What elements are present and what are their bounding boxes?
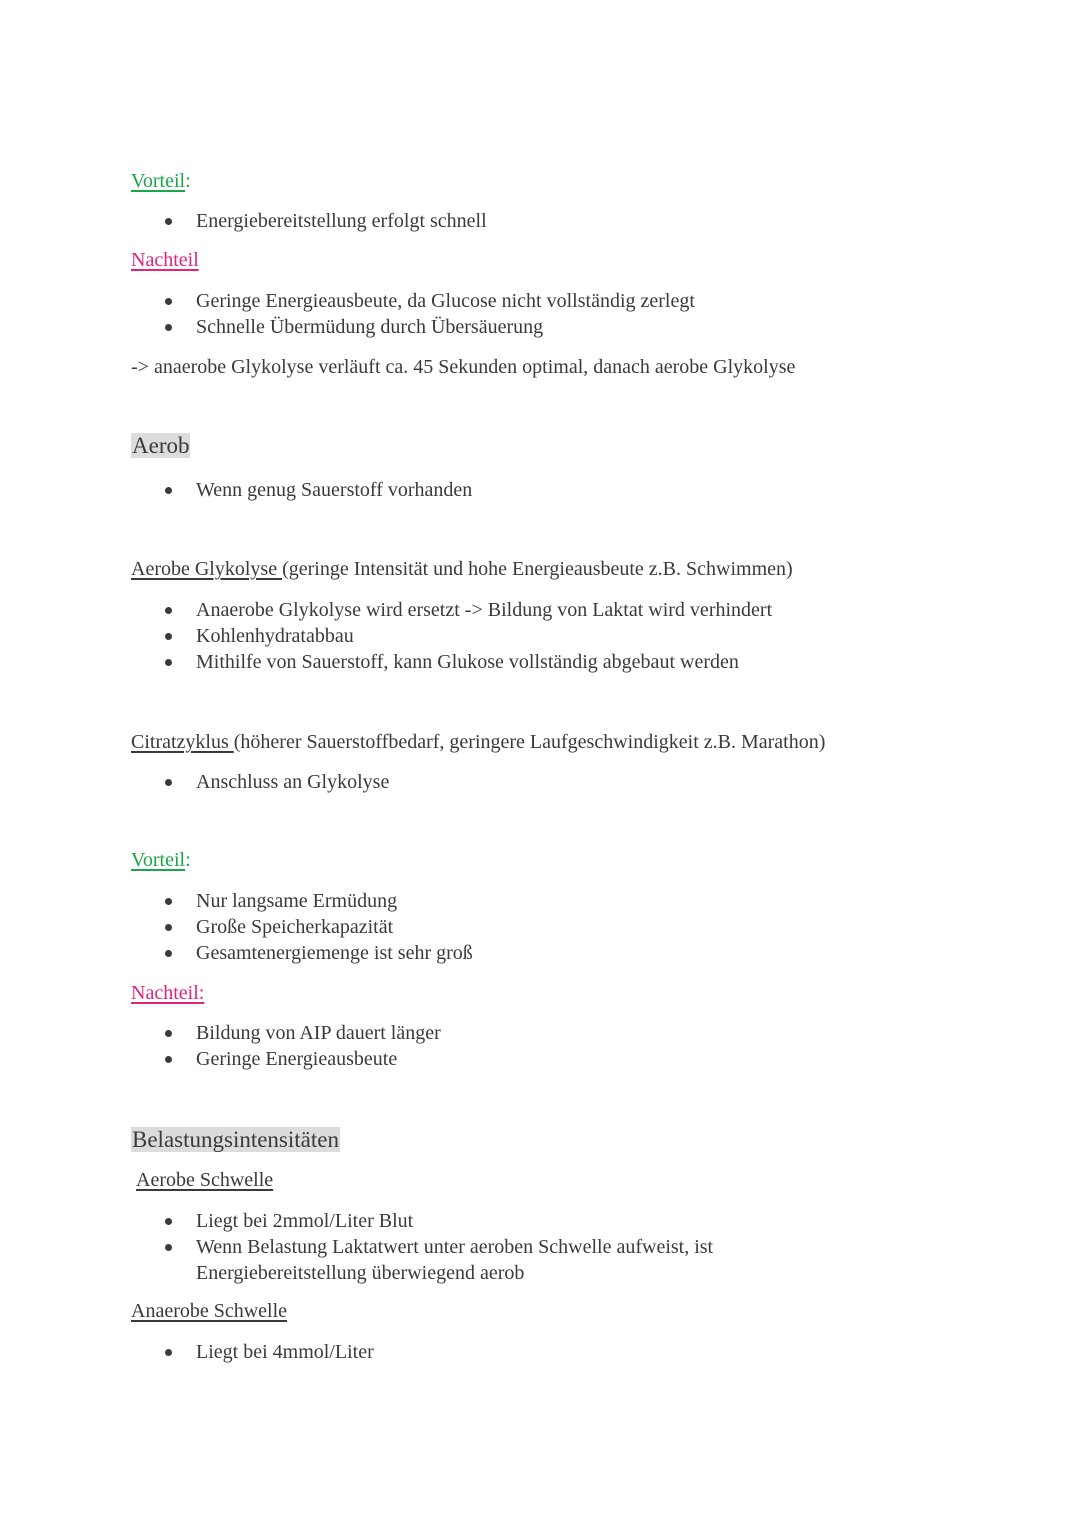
bullet-icon: [165, 1030, 172, 1037]
aerobe-glykolyse-note: (geringe Intensität und hohe Energieausbeute z.B. Schwimmen): [282, 558, 793, 580]
nachteil-list: [131, 288, 695, 340]
aerobe-glykolyse-list: [131, 597, 772, 675]
list-item: Geringe Energieausbeute: [131, 1046, 441, 1072]
bullet-icon: [165, 324, 172, 331]
vorteil-list: [131, 208, 487, 234]
nachteil-2-label: Nachteil:: [131, 982, 205, 1004]
list-item: Mithilfe von Sauerstoff, kann Glukose vollständig abgebaut werden: [131, 649, 772, 675]
aerobe-glykolyse-heading: [131, 556, 793, 582]
list-item: Bildung von AIP dauert länger: [131, 1020, 441, 1046]
bullet-icon: [165, 779, 172, 786]
nachteil-heading: [131, 247, 199, 273]
aerobe-schwelle-label: Aerobe Schwelle: [136, 1169, 274, 1191]
citratzyklus-list: [131, 769, 389, 795]
anaerobe-schwelle-label: Anaerobe Schwelle: [131, 1300, 288, 1322]
aerobe-schwelle-list: [131, 1208, 713, 1286]
bullet-icon: [165, 607, 172, 614]
vorteil-heading: [131, 168, 191, 194]
list-item: Liegt bei 4mmol/Liter: [131, 1339, 374, 1365]
bullet-icon: [165, 924, 172, 931]
anaerobe-schwelle-heading: [131, 1298, 287, 1324]
bullet-icon: [165, 1218, 172, 1225]
list-item-continuation: Energiebereitstellung überwiegend aerob: [196, 1262, 525, 1284]
vorteil-2-label: Vorteil: [131, 849, 186, 871]
list-item: Wenn genug Sauerstoff vorhanden: [131, 477, 472, 503]
list-item: Anaerobe Glykolyse wird ersetzt -> Bildung von Laktat wird verhindert: [131, 597, 772, 623]
bullet-icon: [165, 659, 172, 666]
citratzyklus-note: (höherer Sauerstoffbedarf, geringere Laufgeschwindigkeit z.B. Marathon): [233, 731, 826, 753]
anaerobe-schwelle-list: [131, 1339, 374, 1365]
nachteil-label: Nachteil: [131, 249, 199, 271]
belastung-heading: [131, 1127, 340, 1154]
citratzyklus-title: Citratzyklus: [131, 731, 234, 753]
list-item: Anschluss an Glykolyse: [131, 769, 389, 795]
aerob-list: [131, 477, 472, 503]
vorteil-2-heading: [131, 847, 191, 873]
bullet-icon: [165, 487, 172, 494]
list-item: Geringe Energieausbeute, da Glucose nicht vollständig zerlegt: [131, 288, 695, 314]
bullet-icon: [165, 1349, 172, 1356]
vorteil-2-colon: :: [185, 849, 191, 871]
bullet-icon: [165, 898, 172, 905]
list-item: Energiebereitstellung erfolgt schnell: [131, 208, 487, 234]
nachteil-2-list: [131, 1020, 441, 1072]
list-item: Wenn Belastung Laktatwert unter aeroben Schwelle aufweist, ist: [131, 1234, 713, 1260]
list-item: Nur langsame Ermüdung: [131, 888, 473, 914]
bullet-icon: [165, 1244, 172, 1251]
citratzyklus-heading: [131, 729, 825, 755]
vorteil-colon: :: [185, 170, 191, 192]
list-item: Kohlenhydratabbau: [131, 623, 772, 649]
vorteil-label: Vorteil: [131, 170, 186, 192]
nachteil-2-heading: [131, 980, 204, 1006]
bullet-icon: [165, 1056, 172, 1063]
list-item: Liegt bei 2mmol/Liter Blut: [131, 1208, 713, 1234]
bullet-icon: [165, 218, 172, 225]
aerobe-glykolyse-title: Aerobe Glykolyse: [131, 558, 283, 580]
bullet-icon: [165, 950, 172, 957]
vorteil-2-list: [131, 888, 473, 966]
aerob-heading: [131, 433, 190, 460]
list-item: Gesamtenergiemenge ist sehr groß: [131, 940, 473, 966]
aerobe-schwelle-heading: [136, 1167, 273, 1193]
list-item: Schnelle Übermüdung durch Übersäuerung: [131, 314, 695, 340]
bullet-icon: [165, 633, 172, 640]
list-item: Große Speicherkapazität: [131, 914, 473, 940]
anaerob-note: -> anaerobe Glykolyse verläuft ca. 45 Sekunden optimal, danach aerobe Glykolyse: [131, 356, 796, 378]
bullet-icon: [165, 298, 172, 305]
section-heading: Belastungsintensitäten: [132, 1127, 339, 1152]
section-heading: Aerob: [132, 433, 190, 458]
